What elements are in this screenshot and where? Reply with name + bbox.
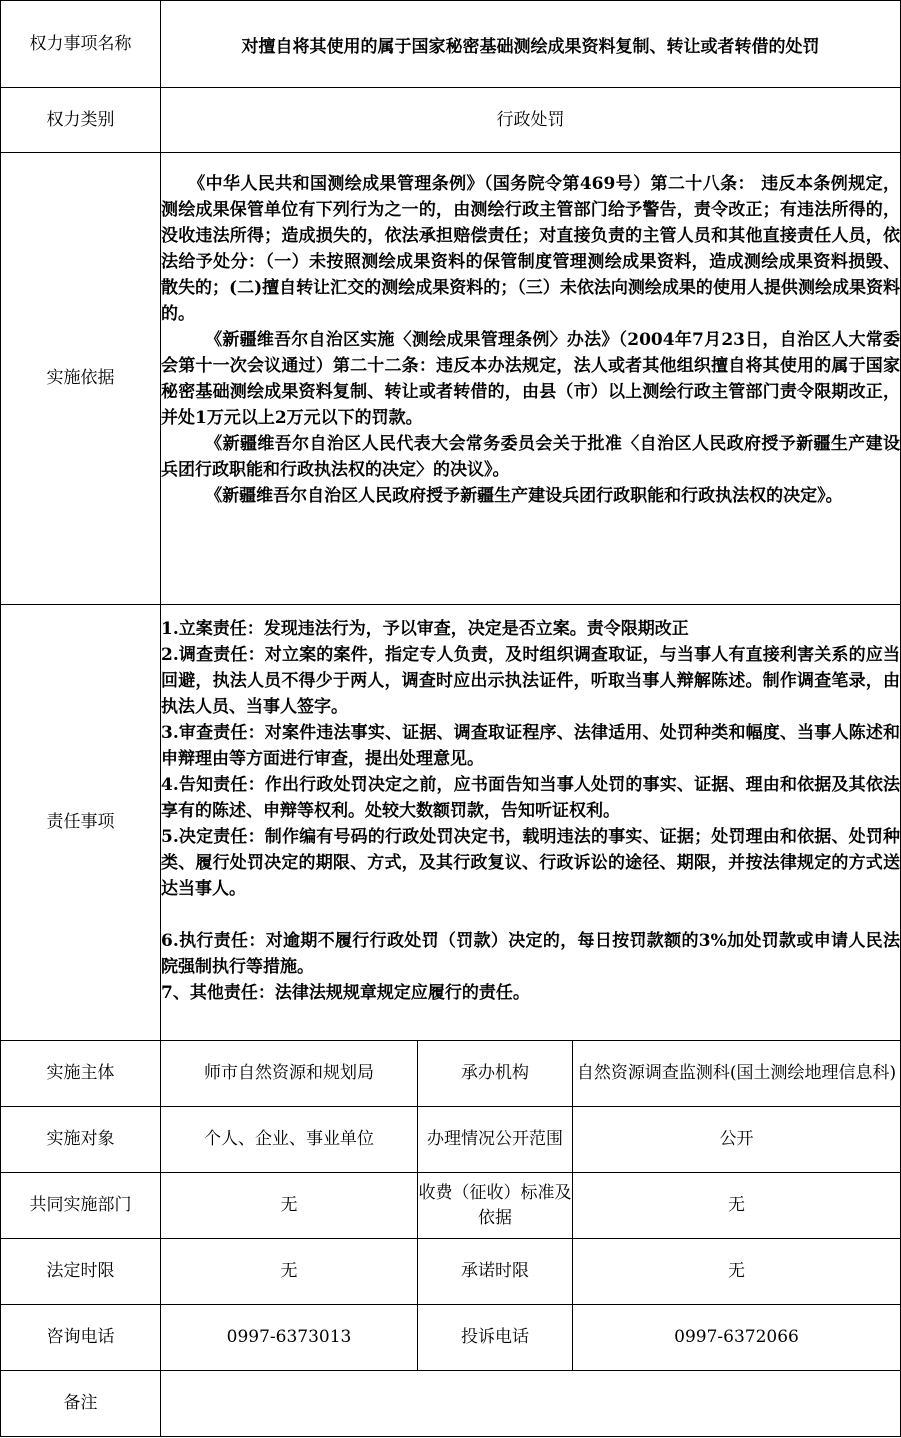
legal-limit-label: 法定时限 xyxy=(1,1239,161,1305)
fee-label: 收费（征收）标准及依据 xyxy=(418,1173,573,1239)
responsibility-label: 责任事项 xyxy=(1,605,161,1041)
consult-label: 咨询电话 xyxy=(1,1305,161,1371)
legal-limit-value: 无 xyxy=(161,1239,418,1305)
basis-paragraph: 《中华人民共和国测绘成果管理条例》（国务院令第469号）第二十八条： 违反本条例规定，测绘成果保管单位有下列行为之一的，由测绘行政主管部门给予警告，责令改正；有违法所得的，没收违法所得；造成损失的，依法承担赔偿责任；对直接负责的主管人员和其他直接责任人员，依法给予处分：（一）未按照测绘成果资料的保管制度管理测绘成果资料，造成测绘成果资料损毁、散失的；(二)擅自转让汇交的测绘成果资料的；（三）未依法向测绘成果的使用人提供测绘成果资料的。 xyxy=(161,174,900,324)
basis-paragraph: 《新疆维吾尔自治区人民政府授予新疆生产建设兵团行政职能和行政执法权的决定》。 xyxy=(205,486,843,506)
complaint-phone: 0997-6372066 xyxy=(573,1305,901,1371)
row-implementer xyxy=(1,1041,901,1107)
fee-value: 无 xyxy=(573,1173,901,1239)
power-type-value: 行政处罚 xyxy=(161,88,901,153)
responsibility-item: 6.执行责任：对逾期不履行行政处罚（罚款）决定的，每日按罚款额的3%加处罚款或申请人民法院强制执行等措施。 xyxy=(161,931,900,977)
responsibility-item: 2.调查责任：对立案的案件，指定专人负责，及时组织调查取证，与当事人有直接利害关系的应当回避，执法人员不得少于两人，调查时应出示执法证件，听取当事人辩解陈述。制作调查笔录，由执法人员、当事人签字。 xyxy=(161,645,900,717)
row-power-name xyxy=(1,1,901,88)
basis-label: 实施依据 xyxy=(1,153,161,605)
row-time-limit xyxy=(1,1239,901,1305)
implementer-label: 实施主体 xyxy=(1,1041,161,1107)
row-remark xyxy=(1,1371,901,1437)
handler-label: 承办机构 xyxy=(418,1041,573,1107)
basis-content xyxy=(161,153,901,605)
row-basis xyxy=(1,153,901,605)
power-type-label: 权力类别 xyxy=(1,88,161,153)
implementer-value: 师市自然资源和规划局 xyxy=(161,1041,418,1107)
target-label: 实施对象 xyxy=(1,1107,161,1173)
joint-value: 无 xyxy=(161,1173,418,1239)
disclosure-value: 公开 xyxy=(573,1107,901,1173)
promise-limit-value: 无 xyxy=(573,1239,901,1305)
consult-phone: 0997-6373013 xyxy=(161,1305,418,1371)
responsibility-item: 7、其他责任：法律法规规章规定应履行的责任。 xyxy=(161,983,530,1003)
responsibility-item: 3.审查责任：对案件违法事实、证据、调查取证程序、法律适用、处罚种类和幅度、当事人陈述和申辩理由等方面进行审查，提出处理意见。 xyxy=(161,723,900,769)
row-phone xyxy=(1,1305,901,1371)
row-joint xyxy=(1,1173,901,1239)
promise-limit-label: 承诺时限 xyxy=(418,1239,573,1305)
target-value: 个人、企业、事业单位 xyxy=(161,1107,418,1173)
responsibility-item: 1.立案责任：发现违法行为，予以审查，决定是否立案。责令限期改正 xyxy=(161,619,689,639)
basis-paragraph: 《新疆维吾尔自治区人民代表大会常务委员会关于批准〈自治区人民政府授予新疆生产建设兵团行政职能和行政执法权的决定〉的决议》。 xyxy=(161,434,900,480)
power-name-label: 权力事项名称 xyxy=(1,1,161,88)
row-responsibility xyxy=(1,605,901,1041)
responsibility-item: 4.告知责任：作出行政处罚决定之前，应书面告知当事人处罚的事实、证据、理由和依据及其依法享有的陈述、申辩等权利。处较大数额罚款，告知听证权利。 xyxy=(161,775,900,821)
remark-label: 备注 xyxy=(1,1371,161,1437)
joint-label: 共同实施部门 xyxy=(1,1173,161,1239)
disclosure-label: 办理情况公开范围 xyxy=(418,1107,573,1173)
responsibility-item: 5.决定责任：制作编有号码的行政处罚决定书，载明违法的事实、证据；处罚理由和依据、处罚种类、履行处罚决定的期限、方式，及其行政复议、行政诉讼的途径、期限，并按法律规定的方式送达当事人。 xyxy=(161,827,900,899)
responsibility-content xyxy=(161,605,901,1041)
power-name-value: 对擅自将其使用的属于国家秘密基础测绘成果资料复制、转让或者转借的处罚 xyxy=(161,1,901,88)
basis-paragraph: 《新疆维吾尔自治区实施〈测绘成果管理条例〉办法》（2004年7月23日，自治区人大常委会第十一次会议通过）第二十二条：违反本办法规定，法人或者其他组织擅自将其使用的属于国家秘密基础测绘成果资料复制、转让或者转借的，由县（市）以上测绘行政主管部门责令限期改正，并处1万元以上2万元以下的罚款。 xyxy=(161,330,900,428)
row-target xyxy=(1,1107,901,1173)
handler-value: 自然资源调查监测科(国土测绘地理信息科) xyxy=(573,1041,901,1107)
complaint-label: 投诉电话 xyxy=(418,1305,573,1371)
paragraph-spacer xyxy=(161,902,900,928)
row-power-type xyxy=(1,88,901,153)
remark-value xyxy=(161,1371,901,1437)
